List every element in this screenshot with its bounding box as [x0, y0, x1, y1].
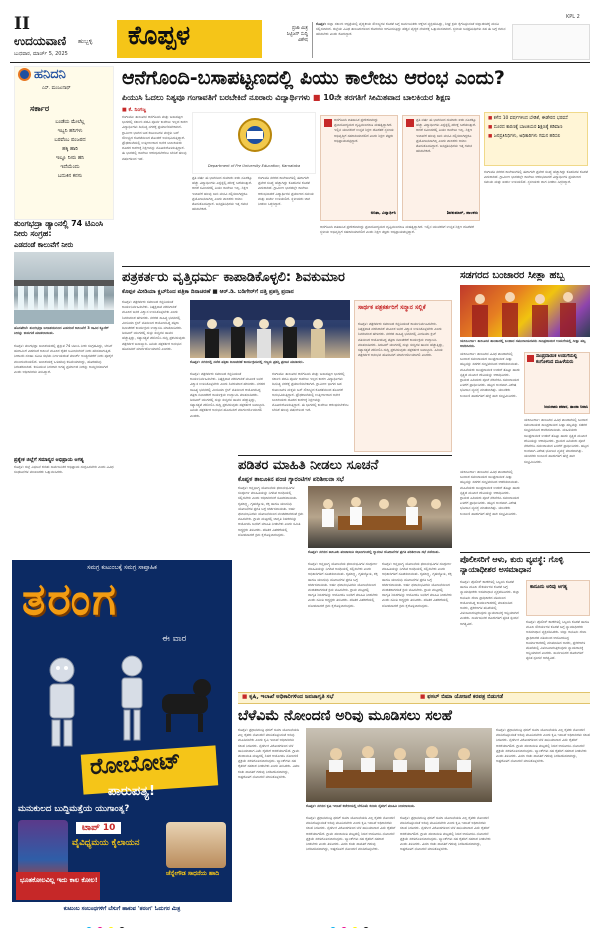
police-box-title: ಕಾನೂನು ಅರಿವು ಅಗತ್ಯ [530, 584, 568, 590]
pandit-caption: ಕೊಪ್ಪಳ: ನಗರದ ತಾಲೂಕು ಪಂಚಾಯಿತಿ ಸಭಾಂಗಣದಲ್ಲಿ ಗ್ಯಾರಂಟಿ ಯೋಜನೆಗಳ ಪ್ರಗತಿ ಪರಿಶೀಲನಾ ಸಭೆ ನಡೆಯಿತು. [308, 550, 440, 554]
lead-bottom-rule [122, 266, 590, 267]
lead-col1: ಗಂಗಾವತಿ: ತಾಲೂಕಿನ ಆನೆಗೊಂದಿ ಮತ್ತು ಬಸಾಪಟ್ಟಣ ಭಾಗದಲ್ಲಿ ಸರ್ಕಾರಿ ಪದವಿ ಪೂರ್ವ ಕಾಲೇಜು ಇಲ್ಲದ ಕಾರಣ ವಿದ್ಯಾರ್ಥಿಗಳು ದಿನನಿತ್ಯ ನಗರಕ್ಕೆ ಪ್ರಯಾಣಿಸಬೇಕಾಗಿದೆ. ಗ್ರಾಮೀಣ ಭಾಗದ ಬಡ ಕುಟುಂಬಗಳ ಮಕ್ಕಳು ಬಸ್ ಸೌಲಭ್ಯದ ಕೊರತೆಯಿಂದ ತೊಂದರೆ ಅನುಭವಿಸುತ್ತಿದ್ದಾರೆ. ಪ್ರೌಢಶಾಲೆಯಲ್ಲಿ ಉತ್ತೀರ್ಣರಾದ ಅನೇಕ ಬಾಲಕಿಯರು ದೂರದ ಕಾರಣಕ್ಕೆ ಶಿಕ್ಷಣವನ್ನು ಮೊಟಕುಗೊಳಿಸುತ್ತಿದ್ದಾರೆ. ಈ ಭಾಗದಲ್ಲಿ ಕಾಲೇಜು ಆರಂಭಿಸಬೇಕೆಂಬ ಬೇಡಿಕೆ ಹಲವು ವರ್ಷಗಳಿಂದ ಇದೆ. [122, 115, 188, 161]
banjara-box-title: ಸಾಂಪ್ರದಾಯಿಕ ಉಡುಗೆಯಲ್ಲಿ ಕಂಗೊಳಿಸಿದ ಮಹಿಳೆಯರು [536, 354, 578, 365]
masthead [0, 0, 600, 62]
banjara-photo [460, 285, 590, 337]
insurance-col1: ಕೊಪ್ಪಳ: ಪ್ರಧಾನಮಂತ್ರಿ ಫಸಲ್ ಬಿಮಾ ಯೋಜನೆಯಡಿ ಎಲ್ಲ ರೈತರು ನೋಂದಣಿ ಮಾಡಿಕೊಳ್ಳುವಂತೆ ಅರಿವು ಮೂಡಿಸಬೇಕು ಎಂದು ಕೃಷಿ ಇಲಾಖೆ ಅಧಿಕಾರಿಗಳು ಸಲಹೆ ನೀಡಿದರು. ನೈಸರ್ಗಿಕ ವಿಕೋಪಗಳಿಂದ ಬೆಳೆ ಹಾನಿಯಾದಾಗ ವಿಮೆ ರೈತರಿಗೆ ಆಸರೆಯಾಗಲಿದೆ. ಗ್ರಾಮ ಪಂಚಾಯಿತಿ ಮಟ್ಟದಲ್ಲಿ ಶಿಬಿರ ಆಯೋಜಿಸಿ ನೋಂದಣಿ ಪ್ರಕ್ರಿಯೆ ಸರಳಗೊಳಿಸಲಾಗುವುದು. ಬ್ಯಾಂಕ್‌ಗಳು ಸಹ ರೈತರಿಗೆ ಸಹಕಾರ ನೀಡಬೇಕು ಎಂದು ತಿಳಿಸಿದರು. ವಿಮಾ ಕಂತು ಪಾವತಿಗೆ ಗಡುವು ನಿಗದಿಪಡಿಸಲಾಗಿದ್ದು, ಅಷ್ಟರೊಳಗೆ ನೋಂದಣಿ ಮಾಡಿಕೊಳ್ಳಬೇಕು. [238, 728, 300, 779]
journalism-box-body: ಕೊಪ್ಪಳ: ಪತ್ರಕರ್ತರು ಸಮಾಜದ ಕನ್ನಡಿಯಂತೆ ಕಾರ್ಯನಿರ್ವಹಿಸಬೇಕು. ನಿಷ್ಪಕ್ಷಪಾತ ವರದಿಗಾರಿಕೆ ಮೂಲಕ ಜನರ ವಿಶ್ವಾಸ ಉಳಿಸಿಕೊಳ್ಳಬೇಕು ಎಂದು ಶಿವಕುಮಾರ ಹೇಳಿದರು. ನಗರದ ಸಾಹಿತ್ಯ ಭವನದಲ್ಲಿ ಮೀಡಿಯಾ ಕ್ಲಬ್ ವತಿಯಿಂದ ಆಯೋಜಿಸಿದ್ದ ಪತ್ರಿಕಾ ದಿನಾಚರಣೆ ಕಾರ್ಯಕ್ರಮ ಉದ್ಘಾಟಿಸಿ ಮಾತನಾಡಿದರು. ಡಿಜಿಟಲ್ ಯುಗದಲ್ಲಿ ಸುಳ್ಳು ಸುದ್ದಿಗಳ ಹಾವಳಿ ಹೆಚ್ಚುತ್ತಿದ್ದು, ಸತ್ಯಾಸತ್ಯತೆ ಪರಿಶೀಲಿಸಿ ಸುದ್ದಿ ಪ್ರಕಟಿಸುವುದು ಪತ್ರಕರ್ತರ ಜವಾಬ್ದಾರಿ. ಹಿರಿಯ ಪತ್ರಕರ್ತರ ಅನುಭವ ಹೊಸಬರಿಗೆ ಮಾರ್ಗದರ್ಶಿಯಾಗಲಿ ಎಂದರು. [358, 322, 444, 358]
journalism-photo [190, 300, 350, 358]
robot-illustration [22, 648, 222, 748]
banjara-col2: ಯಲಬುರ್ಗಾ: ತಾಲೂಕಿನ ವಿವಿಧ ತಾಂಡಾಗಳಲ್ಲಿ ಬಂಜಾರ ಸಮುದಾಯದ ಸಾಂಪ್ರದಾಯಿಕ ಸೀತ್ಲಾ ಹಬ್ಬವನ್ನು ಸಡಗರ ಸಂಭ್ರಮದಿಂದ ಆಚರಿಸಲಾಯಿತು. ಮಹಿಳೆಯರು ಸಾಂಪ್ರದಾಯಿಕ ಉಡುಗೆ ತೊಟ್ಟು ಹಾಡು ನೃತ್ಯದ ಮೂಲಕ ದೇವಿಯನ್ನು ಆರಾಧಿಸಿದರು. ಗ್ರಾಮದ ಹಿರಿಯರು ಪೂಜೆ ನೆರವೇರಿಸಿ ಸಮುದಾಯದ ಏಳಿಗೆಗೆ ಪ್ರಾರ್ಥಿಸಿದರು. ಹಬ್ಬದ ಅಂಗವಾಗಿ ವಿಶೇಷ ಭೋಜನ ವ್ಯವಸ್ಥೆ ಮಾಡಲಾಗಿತ್ತು. ಯುವಕರು ಲಂಬಾಣಿ ಹಾಡುಗಳಿಗೆ ಹೆಜ್ಜೆ ಹಾಕಿ ಸಂಭ್ರಮಿಸಿದರು. [524, 418, 589, 464]
lead-col6: ಆನೆಗೊಂದಿ ಐತಿಹಾಸಿಕ ಪ್ರದೇಶವಾಗಿದ್ದು ಪ್ರವಾಸೋದ್ಯಮದ ದೃಷ್ಟಿಯಿಂದಲೂ ಮಹತ್ವದ್ದಾಗಿದೆ. ಇಲ್ಲಿನ ಯುವಕರಿಗೆ ಉನ್ನತ ಶಿಕ್ಷಣ ದೊರೆತರೆ ಸ್ಥಳೀಯ ಅಭಿವೃದ್ಧಿಗೆ ಸಹಕಾರಿಯಾಗಲಿದೆ ಎಂದು ಶಿಕ್ಷಣ ತಜ್ಞರು ಅಭಿಪ್ರಾಯಪಟ್ಟಿದ್ದಾರೆ. [320, 225, 474, 235]
edition-word: ಹುಬ್ಬಳ್ಳಿ [78, 38, 93, 45]
journalism-caption: ಕೊಪ್ಪಳ: ನಗರದಲ್ಲಿ ನಡೆದ ಪತ್ರಿಕಾ ದಿನಾಚರಣೆ ಕಾರ್ಯಕ್ರಮದಲ್ಲಿ ಗಣ್ಯರು ಪ್ರಶಸ್ತಿ ಪ್ರದಾನ ಮಾಡಿದರು. [190, 360, 304, 364]
tagline: ಪ್ರಜಾ ಮಿತ್ರ ಸಿಟ್ಟಿಜನ್ ಸುದ್ದಿ ವಿಶೇಷ [286, 26, 308, 43]
honey-drops-poem: ಬಂಡೆಯ ಮೇಲೆಲ್ಲ ಇಬ್ಬನಿ ಹನಿಗಳು ಬರವೆಂಬ ಪಂಜರದ ಹಕ್ಕಿ ಹಾರಿ ಇಲ್ಲೂ ನೀರು ಹನಿ ಇದೆಯೆಂದು ಬದುಕಿನ ಕನಸು [54, 119, 86, 179]
quote-2-sig: ಶಿವಕುಮಾರ್, ಪಾಲಕರು [446, 210, 478, 215]
key-points-list: ■ ಕಳೆದ 10 ವರ್ಷಗಳಿಂದ ಬೇಡಿಕೆ, ಈಡೇರದ ಭರವಸೆ ■ ದೂರದ ಕಾರಣಕ್ಕೆ ಬಾಲಕಿಯರ ಶಿಕ್ಷಣಕ್ಕೆ ಕಡಿವಾಣ ■ ಜನಪ್ರತಿನಿಧಿಗಳು, ಅಧಿಕಾರಿಗಳು ಗಮನ ಹರಿಸಲಿ [488, 116, 568, 139]
taranga-ad[interactable] [12, 560, 232, 916]
quote-1-sig: ಅನಿತಾ, ವಿದ್ಯಾರ್ಥಿನಿ [370, 210, 396, 215]
feature-sub: ಪಾರುಪತ್ಯ! [108, 784, 155, 799]
taranga-question: ಮನುಕುಲದ ಬುದ್ಧಿಮತ್ತೆಯ ಯುಗಾಂತ್ಯ? [18, 804, 130, 814]
color-registration-marks-right [330, 918, 390, 926]
pandit-headline: ಪಡಿತರ ಮಾಹಿತಿ ನೀಡಲು ಸೂಚನೆ [238, 458, 379, 473]
pandit-top-rule [238, 455, 452, 456]
taranga-footer: ಕುಟುಂಬ ಸಂಬಂಧಗಳಿಗೆ ಬೆಸುಗೆ ಹಾಕುವ 'ತರಂಗ' ಓದುಗರ ಮಿತ್ರ [12, 902, 232, 916]
dam-headline: ತುಂಗಭದ್ರಾ ಡ್ಯಾಂನಲ್ಲಿ 74 ಟಿಎಂಸಿ ನೀರು ಸಂಗ್ರಹ: [14, 219, 104, 238]
page-code: KPL 2 [566, 14, 580, 20]
police-col2: ಕೊಪ್ಪಳ: ಪೊಲೀಸ್ ಠಾಣೆಗಳಲ್ಲಿ ಸಿಬ್ಬಂದಿ ಕೊರತೆ ಹಾಗೂ ಮೂಲ ಸೌಕರ್ಯಗಳ ಕೊರತೆ ಬಗ್ಗೆ ನ್ಯಾಯಾಧೀಶರು ಅಸಮಾಧಾನ ವ್ಯಕ್ತಪಡಿಸಿದರು. ಜಿಲ್ಲಾ ಕಾನೂನು ಸೇವಾ ಪ್ರಾಧಿಕಾರದ ವತಿಯಿಂದ ಆಯೋಜಿಸಿದ್ದ ಕಾರ್ಯಾಗಾರದಲ್ಲಿ ಮಾತನಾಡಿದ ಅವರು, ಪ್ರಕರಣಗಳ ತನಿಖೆಯಲ್ಲಿ ವಿಳಂಬವಾಗುತ್ತಿರುವುದು ನ್ಯಾಯದಾನಕ್ಕೆ ಅಡ್ಡಿಯಾಗಿದೆ ಎಂದರು. ಸಾರ್ವಜನಿಕರ ದೂರುಗಳಿಗೆ ತ್ವರಿತ ಸ್ಪಂದನೆ ಅಗತ್ಯವಿದೆ. [526, 620, 589, 661]
journalism-headline: ಪತ್ರಕರ್ತರು ವೃತ್ತಿಧರ್ಮ ಕಾಪಾಡಿಕೊಳ್ಳಲಿ: ಶಿವಕುಮಾರ [122, 270, 345, 285]
journalism-box-title: ಸಾರ್ಥಕ ಪತ್ರಕರ್ತರಿಗೆ ಸನ್ಮಾನ ಸಲ್ಲಿಕೆ [358, 304, 426, 311]
portrait-text: ಚೆನ್ನೇಗೌಡ ಸಾಧನೆಯ ಹಾದಿ [166, 870, 220, 877]
journalism-subhead: ಕೊಪ್ಪಳ ಮೀಡಿಯಾ ಕ್ಲಬ್‌ನಿಂದ ಪತ್ರಿಕಾ ದಿನಾಚರಣೆ ■ ಆರ್.ಡಿ. ಬಡಿಗೇರ್‌ಗೆ ದತ್ತಿ ಪ್ರಶಸ್ತಿ ಪ್ರದಾನ [122, 289, 294, 295]
quote-2-text: ಪ್ರತಿ ವರ್ಷ ಈ ಭಾಗದಿಂದ ಸುಮಾರು ಐದು ನೂರಕ್ಕೂ ಹೆಚ್ಚು ವಿದ್ಯಾರ್ಥಿಗಳು ಎಸ್ಸೆಸ್ಸೆಲ್ಸಿ ಪರೀಕ್ಷೆ ಬರೆಯುತ್ತಾರೆ. ಆದರೆ ಸಮೀಪದಲ್ಲಿ ಪಿಯು ಕಾಲೇಜು ಇಲ್ಲ. ಶಿಕ್ಷಣ ಇಲಾಖೆಗೆ ಹಲವು ಬಾರಿ ಮನವಿ ಸಲ್ಲಿಸಲಾಗಿದ್ದರೂ ಪ್ರಯೋಜನವಾಗಿಲ್ಲ ಎಂದು ಪಾಲಕರು ಅಳಲು ತೋಡಿಕೊಂಡಿದ್ದಾರೆ. ಜನಪ್ರತಿನಿಧಿಗಳು ಇತ್ತ ಗಮನ ಹರಿಸಬೇಕಿದೆ. [416, 118, 477, 154]
taranga-top-line: ಸಮಗ್ರ ಕುಟುಂಬಕ್ಕೆ ಸಮಗ್ರ ಸಾಪ್ತಾಹಿಕ [87, 564, 157, 571]
banjara-headline: ಸಡಗರದ ಬಂಜಾರರ ಸೀತ್ಲಾ ಹಬ್ಬ [460, 270, 565, 281]
quote-1-text: ಆನೆಗೊಂದಿ ಐತಿಹಾಸಿಕ ಪ್ರದೇಶವಾಗಿದ್ದು ಪ್ರವಾಸೋದ್ಯಮದ ದೃಷ್ಟಿಯಿಂದಲೂ ಮಹತ್ವದ್ದಾಗಿದೆ. ಇಲ್ಲಿನ ಯುವಕರಿಗೆ ಉನ್ನತ ಶಿಕ್ಷಣ ದೊರೆತರೆ ಸ್ಥಳೀಯ ಅಭಿವೃದ್ಧಿಗೆ ಸಹಕಾರಿಯಾಗಲಿದೆ ಎಂದು ಶಿಕ್ಷಣ ತಜ್ಞರು ಅಭಿಪ್ರಾಯಪಟ್ಟಿದ್ದಾರೆ. [334, 118, 394, 143]
top-strip-text: ಕೊಪ್ಪಳ: ಜಿಲ್ಲಾ ಸರ್ಕಾರಿ ಆಸ್ಪತ್ರೆಯಲ್ಲಿ ವೈದ್ಯಕೀಯ ಸೌಲಭ್ಯಗಳ ಕೊರತೆ ಬಗ್ಗೆ ಸಾರ್ವಜನಿಕರು ಆಕ್ಷೇಪ ವ್ಯಕ್ತಪಡಿಸಿದ್ದು, ಶೀಘ್ರ ಕ್ರಮ ಕೈಗೊಳ್ಳುವಂತೆ ಜಿಲ್ಲಾಡಳಿತಕ್ಕೆ ಮನವಿ ಸಲ್ಲಿಸಲಾಗಿದೆ. ಜಿಲ್ಲೆಯ ವಿವಿಧ ತಾಲೂಕುಗಳಿಂದ ರೋಗಿಗಳು ಆಗಮಿಸುತ್ತಿದ್ದು ಹೆಚ್ಚಿನ ವೈದ್ಯರ ನೇಮಕಕ್ಕೆ ಒತ್ತಾಯಿಸಲಾಗಿದೆ. ಸ್ಥಳೀಯ ಜನಪ್ರತಿನಿಧಿಗಳು ಸಹ ಈ ಬಗ್ಗೆ ಗಮನ ಹರಿಸಬೇಕು ಎಂದು ಕೋರಿದ್ದಾರೆ. [316, 22, 506, 37]
police-col1: ಕೊಪ್ಪಳ: ಪೊಲೀಸ್ ಠಾಣೆಗಳಲ್ಲಿ ಸಿಬ್ಬಂದಿ ಕೊರತೆ ಹಾಗೂ ಮೂಲ ಸೌಕರ್ಯಗಳ ಕೊರತೆ ಬಗ್ಗೆ ನ್ಯಾಯಾಧೀಶರು ಅಸಮಾಧಾನ ವ್ಯಕ್ತಪಡಿಸಿದರು. ಜಿಲ್ಲಾ ಕಾನೂನು ಸೇವಾ ಪ್ರಾಧಿಕಾರದ ವತಿಯಿಂದ ಆಯೋಜಿಸಿದ್ದ ಕಾರ್ಯಾಗಾರದಲ್ಲಿ ಮಾತನಾಡಿದ ಅವರು, ಪ್ರಕರಣಗಳ ತನಿಖೆಯಲ್ಲಿ ವಿಳಂಬವಾಗುತ್ತಿರುವುದು ನ್ಯಾಯದಾನಕ್ಕೆ ಅಡ್ಡಿಯಾಗಿದೆ ಎಂದರು. ಸಾರ್ವಜನಿಕರ ದೂರುಗಳಿಗೆ ತ್ವರಿತ ಸ್ಪಂದನೆ ಅಗತ್ಯವಿದೆ. [460, 580, 520, 626]
lead-byline: ■ ಕೆ. ನಿಂಗಜ್ಜ [122, 107, 146, 113]
banjara-caption: ಯಲಬುರ್ಗಾ: ತಾಲೂಕಿನ ತಾಂಡಾದಲ್ಲಿ ಬಂಜಾರ ಸಮುದಾಯದವರು ಸಾಂಪ್ರದಾಯಿಕ ಉಡುಗೆಯಲ್ಲಿ ಸೀತ್ಲಾ ಹಬ್ಬ ಆಚರಿಸಿದರು. [460, 339, 586, 349]
insurance-photo [306, 728, 492, 802]
pandit-col3: ಕೊಪ್ಪಳ: ಅನ್ನಭಾಗ್ಯ ಯೋಜನೆಯ ಫಲಾನುಭವಿಗಳ ಸಂಪೂರ್ಣ ಮಾಹಿತಿಯನ್ನು ನಿಗದಿತ ಅವಧಿಯಲ್ಲಿ ಸಲ್ಲಿಸಬೇಕು ಎಂದು ಅಧಿಕಾರಿಗಳಿಗೆ ಸೂಚಿಸಲಾಯಿತು. ಗೃಹಲಕ್ಷ್ಮಿ, ಗೃಹಜ್ಯೋತಿ, ಶಕ್ತಿ ಹಾಗೂ ಯುವನಿಧಿ ಯೋಜನೆಗಳ ಪ್ರಗತಿ ಬಗ್ಗೆ ಚರ್ಚಿಸಲಾಯಿತು. ಅರ್ಹ ಫಲಾನುಭವಿಗಳು ಯೋಜನೆಯಿಂದ ವಂಚಿತರಾಗದಂತೆ ಕ್ರಮ ವಹಿಸಬೇಕು. ಗ್ರಾಮ ಮಟ್ಟದಲ್ಲಿ ಜಾಗೃತಿ ಶಿಬಿರಗಳನ್ನು ಆಯೋಜಿಸಿ ಜನರಿಗೆ ಮಾಹಿತಿ ನೀಡಬೇಕು ಎಂದು ಸಮಿತಿ ಅಧ್ಯಕ್ಷರು ತಿಳಿಸಿದರು. ಪಡಿತರ ವಿತರಣೆಯಲ್ಲಿ ಲೋಪವಾದರೆ ಕ್ರಮ ಕೈಗೊಳ್ಳಲಾಗುವುದು. [382, 562, 452, 608]
dam-subhead: ಎಡದಂಡೆ ಕಾಲುವೆಗೆ ನೀರು [14, 241, 74, 249]
masthead-rule [10, 62, 590, 63]
feature-title: ರೋಬೋಟ್ [89, 748, 182, 781]
page-number: II [14, 14, 30, 34]
banjara-col1: ಯಲಬುರ್ಗಾ: ತಾಲೂಕಿನ ವಿವಿಧ ತಾಂಡಾಗಳಲ್ಲಿ ಬಂಜಾರ ಸಮುದಾಯದ ಸಾಂಪ್ರದಾಯಿಕ ಸೀತ್ಲಾ ಹಬ್ಬವನ್ನು ಸಡಗರ ಸಂಭ್ರಮದಿಂದ ಆಚರಿಸಲಾಯಿತು. ಮಹಿಳೆಯರು ಸಾಂಪ್ರದಾಯಿಕ ಉಡುಗೆ ತೊಟ್ಟು ಹಾಡು ನೃತ್ಯದ ಮೂಲಕ ದೇವಿಯನ್ನು ಆರಾಧಿಸಿದರು. ಗ್ರಾಮದ ಹಿರಿಯರು ಪೂಜೆ ನೆರವೇರಿಸಿ ಸಮುದಾಯದ ಏಳಿಗೆಗೆ ಪ್ರಾರ್ಥಿಸಿದರು. ಹಬ್ಬದ ಅಂಗವಾಗಿ ವಿಶೇಷ ಭೋಜನ ವ್ಯವಸ್ಥೆ ಮಾಡಲಾಗಿತ್ತು. ಯುವಕರು ಲಂಬಾಣಿ ಹಾಡುಗಳಿಗೆ ಹೆಜ್ಜೆ ಹಾಕಿ ಸಂಭ್ರಮಿಸಿದರು. [460, 352, 520, 398]
banjara-box-icon [527, 355, 534, 362]
color-registration-marks [86, 918, 146, 926]
insurance-col2: ಕೊಪ್ಪಳ: ಪ್ರಧಾನಮಂತ್ರಿ ಫಸಲ್ ಬಿಮಾ ಯೋಜನೆಯಡಿ ಎಲ್ಲ ರೈತರು ನೋಂದಣಿ ಮಾಡಿಕೊಳ್ಳುವಂತೆ ಅರಿವು ಮೂಡಿಸಬೇಕು ಎಂದು ಕೃಷಿ ಇಲಾಖೆ ಅಧಿಕಾರಿಗಳು ಸಲಹೆ ನೀಡಿದರು. ನೈಸರ್ಗಿಕ ವಿಕೋಪಗಳಿಂದ ಬೆಳೆ ಹಾನಿಯಾದಾಗ ವಿಮೆ ರೈತರಿಗೆ ಆಸರೆಯಾಗಲಿದೆ. ಗ್ರಾಮ ಪಂಚಾಯಿತಿ ಮಟ್ಟದಲ್ಲಿ ಶಿಬಿರ ಆಯೋಜಿಸಿ ನೋಂದಣಿ ಪ್ರಕ್ರಿಯೆ ಸರಳಗೊಳಿಸಲಾಗುವುದು. ಬ್ಯಾಂಕ್‌ಗಳು ಸಹ ರೈತರಿಗೆ ಸಹಕಾರ ನೀಡಬೇಕು ಎಂದು ತಿಳಿಸಿದರು. ವಿಮಾ ಕಂತು ಪಾವತಿಗೆ ಗಡುವು ನಿಗದಿಪಡಿಸಲಾಗಿದ್ದು, ಅಷ್ಟರೊಳಗೆ ನೋಂದಣಿ ಮಾಡಿಕೊಳ್ಳಬೇಕು. [306, 816, 396, 852]
lead-subhead: ಪಿಯುಸಿ ಓದಲು ನಿತ್ಯವೂ ಗಂಗಾವತಿಗೆ ಬರಬೇಕಿದೆ ನೂರಾರು ವಿದ್ಯಾರ್ಥಿಗಳು ■ 10ನೇ ತರಗತಿಗೆ ಸೀಮಿತವಾದ ಬಾಲಕಿಯರ ಶಿಕ್ಷಣ [122, 93, 451, 102]
portrait-image [166, 822, 226, 868]
journalism-col3: ಗಂಗಾವತಿ: ತಾಲೂಕಿನ ಆನೆಗೊಂದಿ ಮತ್ತು ಬಸಾಪಟ್ಟಣ ಭಾಗದಲ್ಲಿ ಸರ್ಕಾರಿ ಪದವಿ ಪೂರ್ವ ಕಾಲೇಜು ಇಲ್ಲದ ಕಾರಣ ವಿದ್ಯಾರ್ಥಿಗಳು ದಿನನಿತ್ಯ ನಗರಕ್ಕೆ ಪ್ರಯಾಣಿಸಬೇಕಾಗಿದೆ. ಗ್ರಾಮೀಣ ಭಾಗದ ಬಡ ಕುಟುಂಬಗಳ ಮಕ್ಕಳು ಬಸ್ ಸೌಲಭ್ಯದ ಕೊರತೆಯಿಂದ ತೊಂದರೆ ಅನುಭವಿಸುತ್ತಿದ್ದಾರೆ. ಪ್ರೌಢಶಾಲೆಯಲ್ಲಿ ಉತ್ತೀರ್ಣರಾದ ಅನೇಕ ಬಾಲಕಿಯರು ದೂರದ ಕಾರಣಕ್ಕೆ ಶಿಕ್ಷಣವನ್ನು ಮೊಟಕುಗೊಳಿಸುತ್ತಿದ್ದಾರೆ. ಈ ಭಾಗದಲ್ಲಿ ಕಾಲೇಜು ಆರಂಭಿಸಬೇಕೆಂಬ ಬೇಡಿಕೆ ಹಲವು ವರ್ಷಗಳಿಂದ ಇದೆ. [272, 372, 349, 413]
agri-strip-right: ■ ಫಸಲ್ ಬಿಮಾ ಯೋಜನೆ ಕರಪತ್ರ ಬಿಡುಗಡೆ [420, 694, 504, 700]
top-strip-rule [312, 22, 313, 58]
taranga-title: ತರಂಗ [22, 574, 118, 625]
insurance-caption: ಕೊಪ್ಪಳ: ನಗರದ ಕೃಷಿ ಇಲಾಖೆ ಕಚೇರಿಯಲ್ಲಿ ಬೆಳೆವಿಮೆ ಕುರಿತು ರೈತರಿಗೆ ಮಾಹಿತಿ ನೀಡಲಾಯಿತು. [306, 804, 416, 808]
honey-drops-brand: ಹನಿದನಿ [34, 67, 66, 82]
dam-caption: ಹೊಸಪೇಟೆ: ತುಂಗಭದ್ರಾ ಜಲಾಶಯದಿಂದ ಎಡದಂಡೆ ಕಾಲುವೆಗೆ 3 ಸಾವಿರ ಕ್ಯೂಸೆಕ್ ನೀರನ್ನು ಬಿಡುಗಡೆ ಮಾಡಲಾಯಿತು. [14, 326, 109, 336]
journalism-brief-headline: ಪ್ರತ್ಯೇಕ ಜಿಲ್ಲೆಗೆ ಸಮಾನ್ಯರ ಅಭಿಪ್ರಾಯ ಅಗತ್ಯ [14, 457, 84, 463]
top-right-box [512, 24, 590, 60]
insurance-col4: ಕೊಪ್ಪಳ: ಪ್ರಧಾನಮಂತ್ರಿ ಫಸಲ್ ಬಿಮಾ ಯೋಜನೆಯಡಿ ಎಲ್ಲ ರೈತರು ನೋಂದಣಿ ಮಾಡಿಕೊಳ್ಳುವಂತೆ ಅರಿವು ಮೂಡಿಸಬೇಕು ಎಂದು ಕೃಷಿ ಇಲಾಖೆ ಅಧಿಕಾರಿಗಳು ಸಲಹೆ ನೀಡಿದರು. ನೈಸರ್ಗಿಕ ವಿಕೋಪಗಳಿಂದ ಬೆಳೆ ಹಾನಿಯಾದಾಗ ವಿಮೆ ರೈತರಿಗೆ ಆಸರೆಯಾಗಲಿದೆ. ಗ್ರಾಮ ಪಂಚಾಯಿತಿ ಮಟ್ಟದಲ್ಲಿ ಶಿಬಿರ ಆಯೋಜಿಸಿ ನೋಂದಣಿ ಪ್ರಕ್ರಿಯೆ ಸರಳಗೊಳಿಸಲಾಗುವುದು. ಬ್ಯಾಂಕ್‌ಗಳು ಸಹ ರೈತರಿಗೆ ಸಹಕಾರ ನೀಡಬೇಕು ಎಂದು ತಿಳಿಸಿದರು. ವಿಮಾ ಕಂತು ಪಾವತಿಗೆ ಗಡುವು ನಿಗದಿಪಡಿಸಲಾಗಿದ್ದು, ಅಷ್ಟರೊಳಗೆ ನೋಂದಣಿ ಮಾಡಿಕೊಳ್ಳಬೇಕು. [496, 728, 590, 764]
ghost-text: ಭೂತಕೋಲವಿಲ್ಲ ಇದು ಕಾಲ ಕೋಲ! [20, 876, 98, 884]
journalism-brief-body: ಕೊಪ್ಪಳ: ಜಿಲ್ಲೆ ವಿಭಜನೆ ಕುರಿತು ಸಾರ್ವಜನಿಕರ ಅಭಿಪ್ರಾಯ ಸಂಗ್ರಹಿಸಬೇಕು ಎಂದು ವಿವಿಧ ಸಂಘಟನೆಗಳ ಮುಖಂಡರು ಒತ್ತಾಯಿಸಿದರು. [14, 465, 114, 475]
dam-photo [14, 252, 114, 324]
police-top-rule [460, 552, 590, 553]
quote-1-icon [324, 119, 332, 127]
section-title: ಕೊಪ್ಪಳ [128, 21, 191, 51]
pandit-subhead: ಕೊಪ್ಪಳ ತಾಲೂಕಿನ ಪಂಚ ಗ್ಯಾರಂಟಿಗಳ ಪರಿಶೀಲನಾ ಸಭೆ [238, 476, 344, 483]
pandit-col1: ಕೊಪ್ಪಳ: ಅನ್ನಭಾಗ್ಯ ಯೋಜನೆಯ ಫಲಾನುಭವಿಗಳ ಸಂಪೂರ್ಣ ಮಾಹಿತಿಯನ್ನು ನಿಗದಿತ ಅವಧಿಯಲ್ಲಿ ಸಲ್ಲಿಸಬೇಕು ಎಂದು ಅಧಿಕಾರಿಗಳಿಗೆ ಸೂಚಿಸಲಾಯಿತು. ಗೃಹಲಕ್ಷ್ಮಿ, ಗೃಹಜ್ಯೋತಿ, ಶಕ್ತಿ ಹಾಗೂ ಯುವನಿಧಿ ಯೋಜನೆಗಳ ಪ್ರಗತಿ ಬಗ್ಗೆ ಚರ್ಚಿಸಲಾಯಿತು. ಅರ್ಹ ಫಲಾನುಭವಿಗಳು ಯೋಜನೆಯಿಂದ ವಂಚಿತರಾಗದಂತೆ ಕ್ರಮ ವಹಿಸಬೇಕು. ಗ್ರಾಮ ಮಟ್ಟದಲ್ಲಿ ಜಾಗೃತಿ ಶಿಬಿರಗಳನ್ನು ಆಯೋಜಿಸಿ ಜನರಿಗೆ ಮಾಹಿತಿ ನೀಡಬೇಕು ಎಂದು ಸಮಿತಿ ಅಧ್ಯಕ್ಷರು ತಿಳಿಸಿದರು. ಪಡಿತರ ವಿತರಣೆಯಲ್ಲಿ ಲೋಪವಾದರೆ ಕ್ರಮ ಕೈಗೊಳ್ಳಲಾಗುವುದು. [238, 486, 304, 537]
agri-strip-left: ■ ಕೃಷಿ, ಇಲಾಖೆ ಅಧಿಕಾರಿಗಳಿಂದ ಜನಜಾಗೃತಿ ಸಭೆ [242, 694, 334, 700]
insurance-headline: ಬೆಳೆವಿಮೆ ನೋಂದಣಿ ಅರಿವು ಮೂಡಿಸಲು ಸಲಹೆ [238, 708, 452, 724]
pandit-photo [308, 486, 452, 548]
honey-drops-byline: ಎಸ್. ಮಂಜುನಾಥ್ [42, 86, 71, 91]
date-line: ಬುಧವಾರ, ಮಾರ್ಚ್‌ 5, 2025 [14, 51, 68, 57]
lead-col2: ಪ್ರತಿ ವರ್ಷ ಈ ಭಾಗದಿಂದ ಸುಮಾರು ಐದು ನೂರಕ್ಕೂ ಹೆಚ್ಚು ವಿದ್ಯಾರ್ಥಿಗಳು ಎಸ್ಸೆಸ್ಸೆಲ್ಸಿ ಪರೀಕ್ಷೆ ಬರೆಯುತ್ತಾರೆ. ಆದರೆ ಸಮೀಪದಲ್ಲಿ ಪಿಯು ಕಾಲೇಜು ಇಲ್ಲ. ಶಿಕ್ಷಣ ಇಲಾಖೆಗೆ ಹಲವು ಬಾರಿ ಮನವಿ ಸಲ್ಲಿಸಲಾಗಿದ್ದರೂ ಪ್ರಯೋಜನವಾಗಿಲ್ಲ ಎಂದು ಪಾಲಕರು ಅಳಲು ತೋಡಿಕೊಂಡಿದ್ದಾರೆ. ಜನಪ್ರತಿನಿಧಿಗಳು ಇತ್ತ ಗಮನ ಹರಿಸಬೇಕಿದೆ. [192, 176, 253, 212]
journalism-col1: ಕೊಪ್ಪಳ: ಪತ್ರಕರ್ತರು ಸಮಾಜದ ಕನ್ನಡಿಯಂತೆ ಕಾರ್ಯನಿರ್ವಹಿಸಬೇಕು. ನಿಷ್ಪಕ್ಷಪಾತ ವರದಿಗಾರಿಕೆ ಮೂಲಕ ಜನರ ವಿಶ್ವಾಸ ಉಳಿಸಿಕೊಳ್ಳಬೇಕು ಎಂದು ಶಿವಕುಮಾರ ಹೇಳಿದರು. ನಗರದ ಸಾಹಿತ್ಯ ಭವನದಲ್ಲಿ ಮೀಡಿಯಾ ಕ್ಲಬ್ ವತಿಯಿಂದ ಆಯೋಜಿಸಿದ್ದ ಪತ್ರಿಕಾ ದಿನಾಚರಣೆ ಕಾರ್ಯಕ್ರಮ ಉದ್ಘಾಟಿಸಿ ಮಾತನಾಡಿದರು. ಡಿಜಿಟಲ್ ಯುಗದಲ್ಲಿ ಸುಳ್ಳು ಸುದ್ದಿಗಳ ಹಾವಳಿ ಹೆಚ್ಚುತ್ತಿದ್ದು, ಸತ್ಯಾಸತ್ಯತೆ ಪರಿಶೀಲಿಸಿ ಸುದ್ದಿ ಪ್ರಕಟಿಸುವುದು ಪತ್ರಕರ್ತರ ಜವಾಬ್ದಾರಿ. ಹಿರಿಯ ಪತ್ರಕರ್ತರ ಅನುಭವ ಹೊಸಬರಿಗೆ ಮಾರ್ಗದರ್ಶಿಯಾಗಲಿ ಎಂದರು. [122, 300, 186, 351]
lead-col3: ಗಂಗಾವತಿ ನಗರದ ಕಾಲೇಜುಗಳಲ್ಲಿ ಈಗಾಗಲೇ ಪ್ರವೇಶ ಸಂಖ್ಯೆ ಹೆಚ್ಚಾಗಿದ್ದು ಕೊಠಡಿಗಳ ಕೊರತೆ ಎದುರಾಗಿದೆ. ಗ್ರಾಮೀಣ ಭಾಗದಲ್ಲೇ ಕಾಲೇಜು ಆರಂಭವಾದರೆ ವಿದ್ಯಾರ್ಥಿಗಳ ಪ್ರಯಾಣದ ಸಮಯ ಮತ್ತು ಖರ್ಚು ಉಳಿಯಲಿದೆ. ಸ್ಥಳೀಯರು ಜಾಗ ನೀಡಲು ಸಿದ್ಧರಿದ್ದಾರೆ. [258, 176, 314, 207]
dam-body: ಕೊಪ್ಪಳ: ತುಂಗಭದ್ರಾ ಜಲಾಶಯದಲ್ಲಿ ಪ್ರಸ್ತುತ 74 ಟಿಎಂಸಿ ನೀರು ಸಂಗ್ರಹವಿದ್ದು, ಬೇಸಿಗೆ ಹಂಗಾಮಿಗೆ ಎಡದಂಡೆ ಕಾಲುವೆ ಮೂಲಕ ರೈತರ ಜಮೀನುಗಳಿಗೆ ನೀರು ಹರಿಸಲಾಗುತ್ತಿದೆ. ನೀರಾವರಿ ಸಲಹಾ ಸಮಿತಿ ಸಭೆಯ ನಿರ್ಣಯದಂತೆ ಮಾರ್ಚ್ ಅಂತ್ಯದವರೆಗೆ ನೀರು ಪೂರೈಕೆ ಮುಂದುವರಿಯಲಿದೆ. ಜಲಾಶಯಕ್ಕೆ ಒಳಹರಿವು ಕಡಿಮೆಯಾಗಿದ್ದು, ಹೊರಹರಿವು ನಿರಂತರವಾಗಿದೆ. ಕುಡಿಯುವ ನೀರಿಗಾಗಿ ಅಗತ್ಯ ಪ್ರಮಾಣದ ನೀರನ್ನು ಕಾಯ್ದಿರಿಸಲಾಗಿದೆ ಎಂದು ಅಧಿಕಾರಿಗಳು ತಿಳಿಸಿದ್ದಾರೆ. [14, 344, 113, 375]
lead-headline: ಆನೆಗೊಂದಿ-ಬಸಾಪಟ್ಟಣದಲ್ಲಿ ಪಿಯು ಕಾಲೇಜು ಆರಂಭ ಎಂದು? [122, 67, 505, 89]
journalism-col2: ಕೊಪ್ಪಳ: ಪತ್ರಕರ್ತರು ಸಮಾಜದ ಕನ್ನಡಿಯಂತೆ ಕಾರ್ಯನಿರ್ವಹಿಸಬೇಕು. ನಿಷ್ಪಕ್ಷಪಾತ ವರದಿಗಾರಿಕೆ ಮೂಲಕ ಜನರ ವಿಶ್ವಾಸ ಉಳಿಸಿಕೊಳ್ಳಬೇಕು ಎಂದು ಶಿವಕುಮಾರ ಹೇಳಿದರು. ನಗರದ ಸಾಹಿತ್ಯ ಭವನದಲ್ಲಿ ಮೀಡಿಯಾ ಕ್ಲಬ್ ವತಿಯಿಂದ ಆಯೋಜಿಸಿದ್ದ ಪತ್ರಿಕಾ ದಿನಾಚರಣೆ ಕಾರ್ಯಕ್ರಮ ಉದ್ಘಾಟಿಸಿ ಮಾತನಾಡಿದರು. ಡಿಜಿಟಲ್ ಯುಗದಲ್ಲಿ ಸುಳ್ಳು ಸುದ್ದಿಗಳ ಹಾವಳಿ ಹೆಚ್ಚುತ್ತಿದ್ದು, ಸತ್ಯಾಸತ್ಯತೆ ಪರಿಶೀಲಿಸಿ ಸುದ್ದಿ ಪ್ರಕಟಿಸುವುದು ಪತ್ರಕರ್ತರ ಜವಾಬ್ದಾರಿ. ಹಿರಿಯ ಪತ್ರಕರ್ತರ ಅನುಭವ ಹೊಸಬರಿಗೆ ಮಾರ್ಗದರ್ಶಿಯಾಗಲಿ ಎಂದರು. [190, 372, 266, 418]
banjara-box-sig: ಜಯರಾಮ ಪವಾರ, ತಾಂಡಾ ನಿವಾಸಿ [544, 404, 588, 409]
quote-2-icon [406, 119, 414, 127]
taranga-day: ಈ ವಾರ [162, 634, 187, 644]
honey-drop-icon [18, 68, 31, 81]
top10-title: ವೈವಿಧ್ಯಮಯ ಕೈಲಾಯನ [72, 838, 140, 848]
insurance-col3: ಕೊಪ್ಪಳ: ಪ್ರಧಾನಮಂತ್ರಿ ಫಸಲ್ ಬಿಮಾ ಯೋಜನೆಯಡಿ ಎಲ್ಲ ರೈತರು ನೋಂದಣಿ ಮಾಡಿಕೊಳ್ಳುವಂತೆ ಅರಿವು ಮೂಡಿಸಬೇಕು ಎಂದು ಕೃಷಿ ಇಲಾಖೆ ಅಧಿಕಾರಿಗಳು ಸಲಹೆ ನೀಡಿದರು. ನೈಸರ್ಗಿಕ ವಿಕೋಪಗಳಿಂದ ಬೆಳೆ ಹಾನಿಯಾದಾಗ ವಿಮೆ ರೈತರಿಗೆ ಆಸರೆಯಾಗಲಿದೆ. ಗ್ರಾಮ ಪಂಚಾಯಿತಿ ಮಟ್ಟದಲ್ಲಿ ಶಿಬಿರ ಆಯೋಜಿಸಿ ನೋಂದಣಿ ಪ್ರಕ್ರಿಯೆ ಸರಳಗೊಳಿಸಲಾಗುವುದು. ಬ್ಯಾಂಕ್‌ಗಳು ಸಹ ರೈತರಿಗೆ ಸಹಕಾರ ನೀಡಬೇಕು ಎಂದು ತಿಳಿಸಿದರು. ವಿಮಾ ಕಂತು ಪಾವತಿಗೆ ಗಡುವು ನಿಗದಿಪಡಿಸಲಾಗಿದ್ದು, ಅಷ್ಟರೊಳಗೆ ನೋಂದಣಿ ಮಾಡಿಕೊಳ್ಳಬೇಕು. [400, 816, 491, 852]
paper-name: ಉದಯವಾಣಿ [14, 34, 67, 48]
banjara-col3: ಯಲಬುರ್ಗಾ: ತಾಲೂಕಿನ ವಿವಿಧ ತಾಂಡಾಗಳಲ್ಲಿ ಬಂಜಾರ ಸಮುದಾಯದ ಸಾಂಪ್ರದಾಯಿಕ ಸೀತ್ಲಾ ಹಬ್ಬವನ್ನು ಸಡಗರ ಸಂಭ್ರಮದಿಂದ ಆಚರಿಸಲಾಯಿತು. ಮಹಿಳೆಯರು ಸಾಂಪ್ರದಾಯಿಕ ಉಡುಗೆ ತೊಟ್ಟು ಹಾಡು ನೃತ್ಯದ ಮೂಲಕ ದೇವಿಯನ್ನು ಆರಾಧಿಸಿದರು. ಗ್ರಾಮದ ಹಿರಿಯರು ಪೂಜೆ ನೆರವೇರಿಸಿ ಸಮುದಾಯದ ಏಳಿಗೆಗೆ ಪ್ರಾರ್ಥಿಸಿದರು. ಹಬ್ಬದ ಅಂಗವಾಗಿ ವಿಶೇಷ ಭೋಜನ ವ್ಯವಸ್ಥೆ ಮಾಡಲಾಗಿತ್ತು. ಯುವಕರು ಲಂಬಾಣಿ ಹಾಡುಗಳಿಗೆ ಹೆಜ್ಜೆ ಹಾಕಿ ಸಂಭ್ರಮಿಸಿದರು. [460, 470, 520, 516]
pu-dept-caption: Department of Pre University Education, Karnataka [207, 164, 301, 168]
pandit-col2: ಕೊಪ್ಪಳ: ಅನ್ನಭಾಗ್ಯ ಯೋಜನೆಯ ಫಲಾನುಭವಿಗಳ ಸಂಪೂರ್ಣ ಮಾಹಿತಿಯನ್ನು ನಿಗದಿತ ಅವಧಿಯಲ್ಲಿ ಸಲ್ಲಿಸಬೇಕು ಎಂದು ಅಧಿಕಾರಿಗಳಿಗೆ ಸೂಚಿಸಲಾಯಿತು. ಗೃಹಲಕ್ಷ್ಮಿ, ಗೃಹಜ್ಯೋತಿ, ಶಕ್ತಿ ಹಾಗೂ ಯುವನಿಧಿ ಯೋಜನೆಗಳ ಪ್ರಗತಿ ಬಗ್ಗೆ ಚರ್ಚಿಸಲಾಯಿತು. ಅರ್ಹ ಫಲಾನುಭವಿಗಳು ಯೋಜನೆಯಿಂದ ವಂಚಿತರಾಗದಂತೆ ಕ್ರಮ ವಹಿಸಬೇಕು. ಗ್ರಾಮ ಮಟ್ಟದಲ್ಲಿ ಜಾಗೃತಿ ಶಿಬಿರಗಳನ್ನು ಆಯೋಜಿಸಿ ಜನರಿಗೆ ಮಾಹಿತಿ ನೀಡಬೇಕು ಎಂದು ಸಮಿತಿ ಅಧ್ಯಕ್ಷರು ತಿಳಿಸಿದರು. ಪಡಿತರ ವಿತರಣೆಯಲ್ಲಿ ಲೋಪವಾದರೆ ಕ್ರಮ ಕೈಗೊಳ್ಳಲಾಗುವುದು. [308, 562, 378, 608]
honey-drops-label: ಸರ್ಕಾರ [30, 104, 50, 113]
lead-col5: ಗಂಗಾವತಿ ನಗರದ ಕಾಲೇಜುಗಳಲ್ಲಿ ಈಗಾಗಲೇ ಪ್ರವೇಶ ಸಂಖ್ಯೆ ಹೆಚ್ಚಾಗಿದ್ದು ಕೊಠಡಿಗಳ ಕೊರತೆ ಎದುರಾಗಿದೆ. ಗ್ರಾಮೀಣ ಭಾಗದಲ್ಲೇ ಕಾಲೇಜು ಆರಂಭವಾದರೆ ವಿದ್ಯಾರ್ಥಿಗಳ ಪ್ರಯಾಣದ ಸಮಯ ಮತ್ತು ಖರ್ಚು ಉಳಿಯಲಿದೆ. ಸ್ಥಳೀಯರು ಜಾಗ ನೀಡಲು ಸಿದ್ಧರಿದ್ದಾರೆ. [484, 170, 588, 185]
top10-label: ಟಾಪ್ 10 [76, 822, 121, 834]
police-headline: ಪೊಲೀಸರಿಗೆ ಆಳು, ಕುರು ವ್ಯವಸ್ಥೆ: ಗೊಳ್ಳಿ ನ್ಯಾಯಾಧೀಶರ ಅಸಮಾಧಾನ [460, 555, 564, 574]
